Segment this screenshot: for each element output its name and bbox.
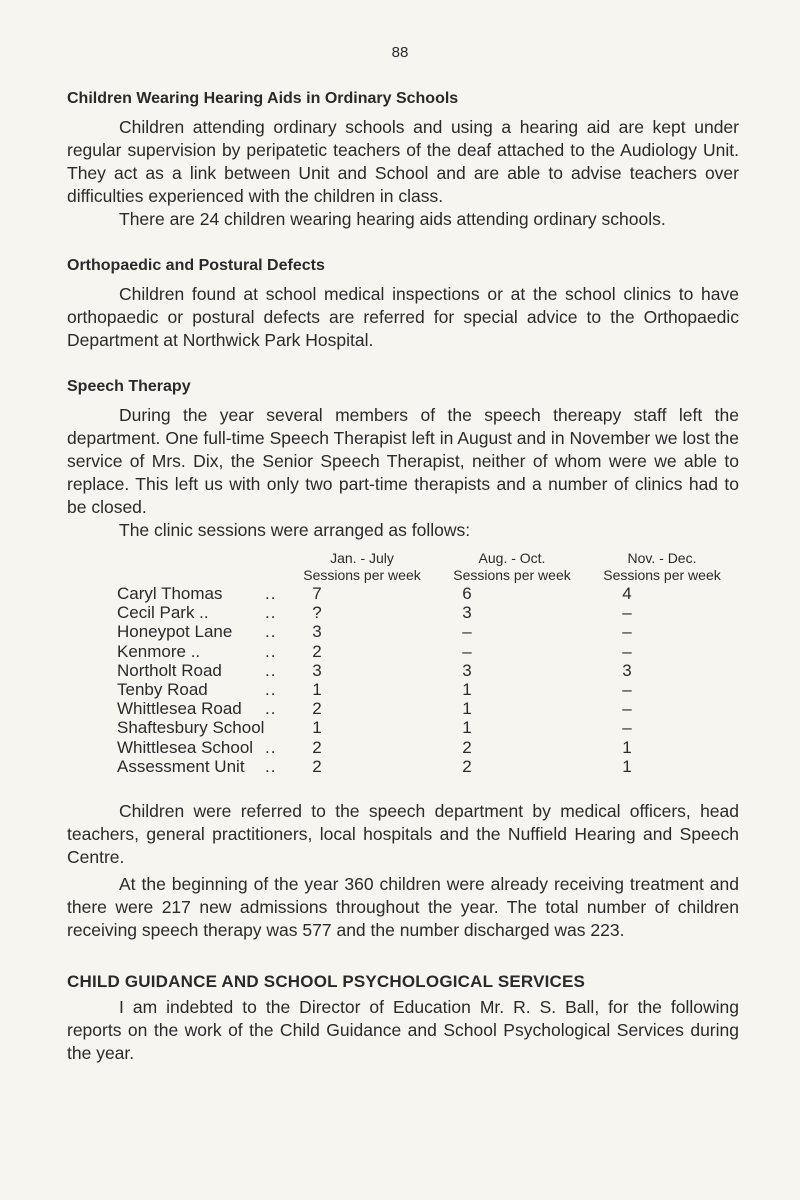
aug-oct-value: 2	[462, 737, 472, 757]
aug-oct-value: 6	[462, 584, 472, 603]
aug-oct-value: 1	[462, 699, 472, 719]
nov-dec-value: 4	[622, 584, 632, 603]
jan-july-value: 7	[312, 584, 322, 603]
page-number: 88	[391, 44, 409, 61]
clinic-name: Whittlesea School ..	[117, 737, 277, 757]
table-row	[117, 622, 737, 641]
nov-dec-value: 3	[622, 660, 632, 680]
clinic-name: Caryl Thomas ..	[117, 584, 277, 603]
speech-therapy-heading: Speech Therapy	[67, 378, 191, 395]
table-row	[117, 757, 737, 776]
jan-july-value: 2	[312, 756, 322, 776]
speech-therapy-paragraph-4: At the beginning of the year 360 children were already receiving treatment and there were 217 new admissions throughout the year. The total number of children receiving speech therapy was 577 and the number discharged was 223.	[67, 874, 739, 941]
clinic-sessions-table	[117, 550, 737, 776]
table-row	[117, 699, 737, 718]
table-row	[117, 738, 737, 757]
table-row	[117, 680, 737, 699]
nov-dec-value: 1	[622, 756, 632, 776]
page-content	[67, 88, 739, 1065]
nov-dec-value: 1	[622, 737, 632, 757]
child-guidance-paragraph-1: I am indebted to the Director of Education Mr. R. S. Ball, for the following reports on the work of the Child Guidance and School Psychological Services during the year.	[67, 997, 739, 1064]
clinic-name: Shaftesbury School	[117, 718, 265, 738]
orthopaedic-heading: Orthopaedic and Postural Defects	[67, 257, 325, 274]
hearing-aids-heading: Children Wearing Hearing Aids in Ordinary Schools	[67, 90, 459, 107]
jan-july-value: 1	[312, 680, 322, 700]
speech-therapy-paragraph-2: The clinic sessions were arranged as follows:	[119, 520, 471, 540]
nov-dec-value: –	[622, 680, 632, 700]
nov-dec-value: –	[622, 718, 632, 738]
jan-july-value: 3	[312, 660, 322, 680]
nov-dec-value: –	[622, 699, 632, 719]
nov-dec-value: –	[622, 622, 632, 642]
table-row	[117, 718, 737, 737]
clinic-name: Assessment Unit ..	[117, 756, 277, 776]
jan-july-value: ?	[312, 603, 322, 623]
table-row	[117, 661, 737, 680]
clinic-name: Cecil Park .. ..	[117, 603, 277, 623]
clinic-name: Kenmore .. ..	[117, 641, 277, 661]
table-header	[117, 550, 737, 584]
aug-oct-value: –	[462, 641, 472, 661]
aug-oct-value: 2	[462, 756, 472, 776]
child-guidance-heading: CHILD GUIDANCE AND SCHOOL PSYCHOLOGICAL SERVICES	[67, 972, 586, 992]
header-nov-dec: Nov. - Dec. Sessions per week	[603, 550, 721, 583]
table-row	[117, 603, 737, 622]
speech-therapy-paragraph-1: During the year several members of the speech thereapy staff left the department. One full-time Speech Therapist left in August and in November we lost the service of Mrs. Dix, the Senior Speech Therapist, neither of whom were we able to replace. This left us with only two part-time therapists and a number of clinics had to be closed.	[67, 405, 739, 517]
speech-therapy-paragraph-3: Children were referred to the speech department by medical officers, head teachers, general practitioners, local hospitals and the Nuffield Hearing and Speech Centre.	[67, 801, 739, 868]
clinic-name: Honeypot Lane ..	[117, 622, 277, 642]
clinic-name: Whittlesea Road ..	[117, 699, 277, 719]
orthopaedic-paragraph-1: Children found at school medical inspections or at the school clinics to have orthopaedic or postural defects are referred for special advice to the Orthopaedic Department at Northwick Park Hospital.	[67, 284, 739, 350]
jan-july-value: 2	[312, 737, 322, 757]
table-row	[117, 584, 737, 603]
aug-oct-value: 1	[462, 680, 472, 700]
aug-oct-value: 3	[462, 603, 472, 623]
aug-oct-value: –	[462, 622, 472, 642]
hearing-aids-paragraph-2: There are 24 children wearing hearing aids attending ordinary schools.	[119, 209, 666, 229]
jan-july-value: 1	[312, 718, 322, 738]
header-aug-oct: Aug. - Oct. Sessions per week	[453, 550, 571, 583]
hearing-aids-paragraph-1: Children attending ordinary schools and using a hearing aid are kept under regular supervision by peripatetic teachers of the deaf attached to the Audiology Unit. They act as a link between Unit and School and are able to advise teachers over difficulties experienced with the children in class.	[67, 117, 739, 206]
clinic-name: Tenby Road ..	[117, 680, 277, 700]
jan-july-value: 2	[312, 699, 322, 719]
jan-july-value: 3	[312, 622, 322, 642]
table-row	[117, 642, 737, 661]
header-jan-july: Jan. - July Sessions per week	[303, 550, 421, 583]
nov-dec-value: –	[622, 641, 632, 661]
aug-oct-value: 3	[462, 660, 472, 680]
nov-dec-value: –	[622, 603, 632, 623]
aug-oct-value: 1	[462, 718, 472, 738]
clinic-name: Northolt Road ..	[117, 660, 277, 680]
jan-july-value: 2	[312, 641, 322, 661]
